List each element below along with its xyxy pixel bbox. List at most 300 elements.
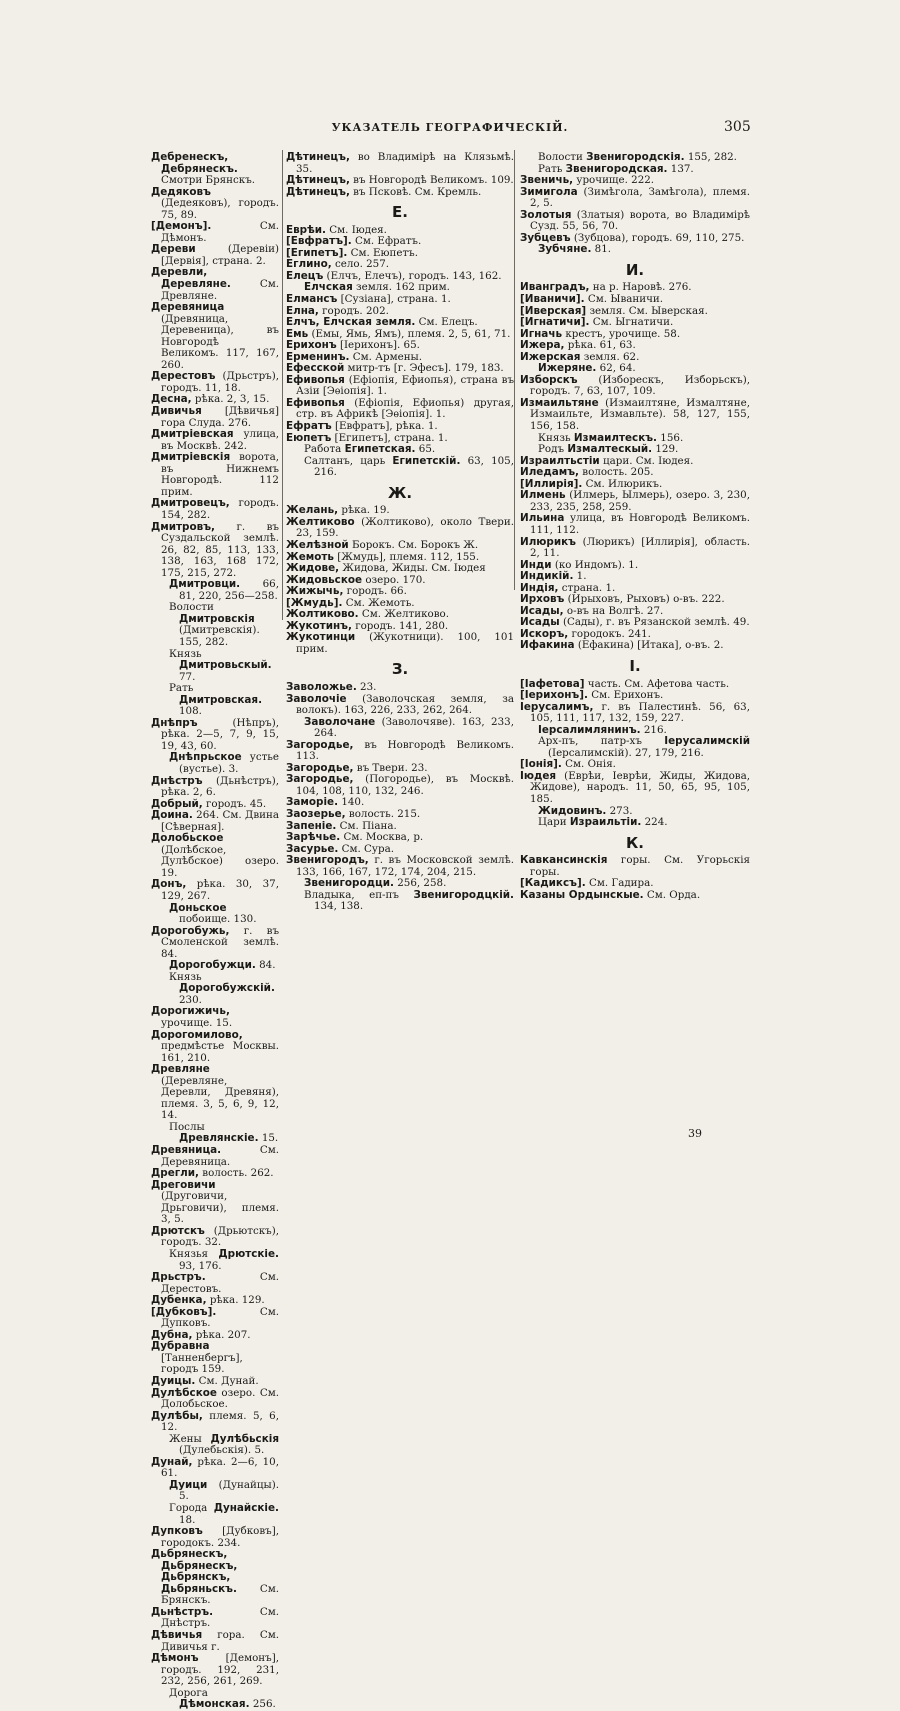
entry-text: цари. См. Іюдея. (602, 454, 694, 467)
entry-headword: Игначь (520, 327, 563, 340)
index-subentry (151, 752, 279, 775)
entry-headword: Индія, (520, 581, 559, 594)
entry-headword: Елмансъ (286, 293, 338, 306)
entry-text: 273. (609, 804, 633, 817)
entry-prefix: Волости (169, 601, 214, 614)
index-entry (286, 855, 514, 878)
entry-text: (Дьнѣстръ), рѣка. 2, 6. (161, 774, 279, 799)
entry-headword: [Иверская] (520, 304, 587, 317)
entry-prefix: Родъ (538, 443, 565, 456)
entry-headword: Ильина (520, 512, 565, 525)
entry-headword: Ижера, (520, 339, 565, 352)
entry-headword: Желань, (286, 504, 339, 517)
entry-headword: Дьнѣстръ. (151, 1605, 214, 1618)
entry-text: [Египетъ], страна. 1. (334, 431, 448, 444)
entry-text: 84. (259, 959, 276, 972)
entry-text: 230. (179, 993, 202, 1006)
entry-headword: Іюдея (520, 769, 557, 782)
entry-headword: Дрегли, (151, 1167, 200, 1180)
running-header: УКАЗАТЕЛЬ ГЕОГРАФИЧЕСКІЙ. (331, 121, 569, 134)
entry-text: См. Ыгнатичи. (592, 316, 674, 329)
index-entry (151, 1630, 279, 1653)
entry-headword: Ефратъ (286, 420, 332, 433)
index-entry (286, 294, 514, 306)
entry-headword: Дулѣбьскія (210, 1432, 279, 1445)
index-entry (151, 429, 279, 452)
entry-text: волость. 262. (202, 1167, 274, 1180)
entry-text: городъ. 202. (322, 304, 389, 317)
index-entry (151, 221, 279, 244)
entry-headword: Елчская (304, 281, 353, 294)
entry-headword: Ерихонъ (286, 339, 337, 352)
entry-headword: Израильтіи. (569, 816, 642, 829)
index-entry (151, 1653, 279, 1688)
entry-text: См. Жемоть. (345, 596, 415, 609)
entry-text: (Деревляне, Деревли, Древяня), племя. 3, 5, 6, 9, 12, 14. (161, 1074, 279, 1122)
entry-text: [Іерихонъ]. 65. (339, 339, 420, 352)
entry-prefix: Владыка, еп-пъ (304, 888, 399, 901)
index-entry (286, 740, 514, 763)
entry-text: [Жмудь], племя. 112, 155. (337, 550, 480, 563)
index-entry (151, 1607, 279, 1630)
entry-text: земля. 62. (583, 350, 640, 363)
entry-text: (Илмерь, Ылмерь), озеро. 3, 230, 233, 235, 258, 259. (530, 489, 750, 513)
entry-prefix: Князья (169, 1247, 209, 1260)
index-entry (151, 718, 279, 753)
entry-text: (Еврѣи, Іеврѣи, Жиды, Жидова, Жидове), народъ. 11, 50, 65, 95, 105, 185. (530, 769, 750, 805)
index-subentry (151, 579, 279, 602)
entry-headword: Дорогомилово, (151, 1028, 243, 1041)
entry-headword: Днѣстръ (151, 774, 203, 787)
entry-text: 65. (418, 443, 436, 456)
entry-headword: Жукотинъ, (286, 619, 352, 632)
entry-headword: [Іонія]. (520, 758, 562, 771)
entry-headword: Дерестовъ (151, 370, 216, 383)
entry-headword: Дмитріевскія (151, 451, 231, 464)
entry-prefix: Князь (169, 647, 202, 660)
entry-text: село. 257. (334, 258, 390, 271)
index-entry (151, 926, 279, 961)
index-subentry (151, 1480, 279, 1503)
entry-text: Борокъ. См. Борокъ Ж. (351, 538, 479, 551)
entry-headword: Искоръ, (520, 627, 569, 640)
index-entry (151, 152, 279, 187)
entry-prefix: Князь (169, 970, 202, 983)
entry-text: (Люрикъ) [Иллирія], область. 2, 11. (530, 535, 750, 560)
entry-text: рѣка. 2—6, 10, 61. (161, 1455, 279, 1480)
entry-headword: Дмитровъ, (151, 520, 215, 533)
entry-headword: Запеніе. (286, 819, 337, 832)
index-column-1 (151, 151, 279, 1711)
entry-headword: Дмитровская. (179, 693, 263, 706)
entry-text: озеро. 170. (365, 573, 426, 586)
entry-text: г. въ Смоленской землѣ. 84. (161, 924, 279, 960)
entry-text: (ко Индомъ). 1. (554, 558, 639, 571)
index-subentry (520, 817, 750, 829)
entry-prefix: Работа (304, 443, 342, 456)
entry-headword: Иванградъ, (520, 281, 590, 294)
index-entry (151, 452, 279, 498)
index-subentry (151, 972, 279, 1007)
index-entry (520, 398, 750, 433)
section-letter: З. (391, 660, 409, 679)
entry-text: (Жукотници). 100, 101 прим. (296, 631, 514, 655)
entry-headword: [Іафетова] (520, 677, 585, 690)
entry-headword: Звенигородскія. (586, 151, 685, 163)
entry-text: 77. (179, 670, 196, 683)
entry-text: рѣка. 19. (341, 504, 390, 517)
entry-text: [Дѣвичья] гора Слуда. 276. (161, 405, 279, 429)
entry-headword: Дѣтинецъ, (286, 174, 350, 187)
entry-text: побоище. 130. (179, 913, 257, 926)
entry-headword: Дрютскъ (151, 1224, 205, 1237)
index-entry (151, 1549, 279, 1607)
entry-headword: Звенигородская. (565, 162, 668, 175)
entry-text: См. Желтиково. (361, 608, 450, 621)
entry-headword: Дреговичи (151, 1178, 216, 1191)
entry-text: (Измаилтяне, Измалтяне, Измаильте, Измавльте). 58, 127, 155, 156, 158. (530, 396, 750, 433)
entry-text: (Жолтиково), около Твери. 23, 159. (296, 515, 514, 540)
entry-text: (Емы, Ямь, Ямъ), племя. 2, 5, 61, 71. (311, 327, 511, 340)
entry-text: рѣка. 61, 63. (567, 339, 636, 352)
entry-text: 224. (644, 816, 668, 829)
entry-text: См. Москва, р. (343, 831, 424, 844)
entry-headword: Десна, (151, 393, 192, 406)
entry-headword: [Евфратъ]. (286, 235, 352, 248)
index-subentry (151, 903, 279, 926)
entry-headword: Дубенка, (151, 1294, 207, 1307)
entry-headword: Желтиково (286, 515, 355, 528)
entry-headword: Еврѣи. (286, 223, 326, 236)
entry-headword: Ефесской (286, 362, 345, 375)
entry-headword: Дунай, (151, 1455, 193, 1468)
entry-text: См. Ефратъ. (355, 235, 422, 248)
entry-text: 93, 176. (179, 1259, 222, 1272)
entry-headword: Зарѣчье. (286, 831, 341, 844)
index-entry (151, 1064, 279, 1122)
entry-headword: Древяница. (151, 1144, 222, 1157)
entry-text: волость. 215. (348, 807, 421, 820)
entry-headword: Измалтескый. (567, 443, 653, 456)
section-letter: Е. (392, 203, 408, 222)
entry-text: См. Дерестовъ. (161, 1271, 279, 1295)
entry-text: (Зубцова), городъ. 69, 110, 275. (573, 231, 745, 244)
index-entry (520, 640, 750, 652)
entry-text: (Дмитревскія). 155, 282. (179, 624, 260, 648)
entry-text: улица, въ Новгородѣ Великомъ. 111, 112. (530, 512, 750, 536)
entry-text: (Заволочяве). 163, 233, 264. (314, 715, 514, 740)
entry-text: См. Онія. (565, 758, 616, 771)
entry-text: См. Брянскъ. (161, 1582, 279, 1607)
entry-headword: Дулѣбы, (151, 1409, 203, 1422)
entry-text: 62, 64. (599, 362, 636, 375)
index-entry (151, 833, 279, 879)
entry-headword: Донъ, (151, 878, 187, 891)
entry-text: [Демонъ], городъ. 192, 231, 232, 256, 261, 269. (161, 1652, 279, 1688)
index-entry (286, 632, 514, 655)
index-entry (151, 1411, 279, 1434)
entry-text: въ Псковѣ. См. Кремль. (353, 185, 482, 198)
index-entry (151, 244, 279, 267)
entry-headword: [Иллирія]. (520, 477, 583, 490)
entry-text: устье (вустье). 3. (179, 751, 279, 775)
entry-headword: Дѣвичья (151, 1629, 203, 1641)
entry-headword: Дмитріевская (151, 428, 234, 441)
entry-text: 15. (261, 1132, 279, 1145)
entry-headword: Дорогобужци. (169, 959, 256, 972)
index-entry (151, 267, 279, 302)
entry-text: (Дулебьскія). 5. (179, 1444, 265, 1457)
entry-text: (Іерсалимскій). 27, 179, 216. (548, 746, 704, 759)
entry-text: 264. См. Двина [Сѣверная]. (161, 809, 279, 833)
section-letter: К. (626, 833, 644, 852)
entry-headword: Жолтиково. (286, 608, 359, 621)
entry-headword: Ефивопья (286, 373, 345, 386)
entry-headword: Жидове, (286, 562, 340, 575)
entry-headword: Зубчяне. (538, 243, 592, 256)
entry-headword: [Жмудь]. (286, 596, 343, 609)
entry-text: (Долѣбское, Дулѣбское) озеро. 19. (161, 843, 279, 879)
entry-headword: Израилтьстіи (520, 454, 600, 467)
entry-headword: [Египетъ]. (286, 246, 348, 259)
entry-prefix: Арх-пъ, патр-хъ (538, 735, 642, 748)
entry-text: о-въ на Волгѣ. 27. (566, 604, 664, 617)
index-entry (151, 810, 279, 833)
index-entry (286, 152, 514, 175)
entry-text: Смотри Брянскъ. (161, 174, 256, 187)
entry-prefix: Волости (538, 151, 583, 163)
entry-headword: Жижычь, (286, 585, 344, 598)
entry-headword: Ижерская (520, 350, 581, 363)
index-entry (151, 406, 279, 429)
entry-headword: Дьбрянескъ, Дьбрянескъ, Дьбрянскъ, Дьбряньскъ. (151, 1548, 238, 1595)
index-entry (151, 1030, 279, 1065)
index-entry (520, 513, 750, 536)
entry-headword: Дмитровецъ, (151, 497, 230, 510)
column-rule-1 (282, 150, 283, 620)
entry-text: (Елчъ, Елечъ), городъ. 143, 162. (326, 269, 502, 282)
entry-headword: Дѣмонская. (179, 1698, 250, 1711)
entry-headword: Дулѣбское (151, 1386, 217, 1399)
index-subentry (151, 1434, 279, 1457)
entry-headword: Дѣтинецъ, (286, 151, 350, 163)
entry-headword: Дмитровци. (169, 578, 241, 591)
entry-text: 134, 138. (314, 900, 364, 913)
entry-headword: Измаильтяне (520, 396, 599, 409)
entry-headword: Исады (520, 616, 560, 629)
entry-text: [Сузіана], страна. 1. (340, 293, 451, 306)
entry-text: въ Твери. 23. (356, 761, 428, 774)
entry-headword: Заморіе. (286, 796, 339, 809)
entry-headword: Дѣтинецъ, (286, 185, 350, 198)
entry-headword: Египетскій. (392, 454, 461, 467)
entry-headword: Днѣпрьское (169, 751, 242, 764)
entry-headword: Еюпетъ (286, 431, 332, 444)
index-entry (286, 398, 514, 421)
entry-headword: Заволочане (304, 715, 376, 728)
index-subentry (151, 649, 279, 684)
entry-text: рѣка. 30, 37, 129, 267. (161, 878, 279, 902)
entry-headword: Исады, (520, 604, 564, 617)
entry-text: городокъ. 241. (571, 627, 651, 640)
index-entry (151, 1272, 279, 1295)
index-entry (286, 774, 514, 797)
entry-headword: Добрый, (151, 797, 203, 810)
entry-text: 81. (594, 243, 612, 256)
entry-headword: Звенигородъ, (286, 854, 369, 867)
entry-headword: Звеничь, (520, 174, 574, 187)
index-subentry (286, 717, 514, 740)
entry-text: городъ. 45. (206, 797, 267, 810)
entry-text: городъ. 154, 282. (161, 497, 279, 521)
entry-headword: [Демонъ]. (151, 220, 212, 233)
entry-headword: Дорогобужскій. (179, 982, 275, 995)
entry-headword: Золотыя (520, 208, 572, 221)
entry-text: (Ирыховъ, Рыховъ) о-въ. 222. (567, 593, 725, 606)
entry-text: 18. (179, 1513, 196, 1526)
index-subentry (286, 890, 514, 913)
entry-text: 256, 258. (397, 877, 447, 890)
entry-text: племя. 5, 6, 12. (161, 1409, 279, 1434)
entry-headword: Инди (520, 558, 552, 571)
entry-text: (Ефіопія, Ефиопья) другая, стр. въ Африкѣ [Эѳіопія]. 1. (296, 396, 514, 421)
entry-text: городъ. 141, 280. (355, 619, 449, 632)
entry-headword: Жемоть (286, 550, 334, 563)
entry-text: (Ефіопія, Ефиопья), страна въ Азіи [Эѳіопія]. 1. (296, 373, 514, 398)
entry-headword: Деревяница (151, 301, 225, 314)
entry-headword: Жидовинъ. (538, 804, 607, 817)
entry-text: (Изборескъ, Изборьскъ), городъ. 7, 63, 107, 109. (530, 373, 750, 398)
entry-headword: [Игнатичи]. (520, 316, 590, 329)
entry-headword: Ефивопья (286, 396, 345, 409)
entry-headword: Дмитровскія (179, 612, 255, 625)
entry-headword: Ижеряне. (538, 362, 597, 375)
index-entry (151, 522, 279, 580)
entry-headword: Илюрикъ (520, 535, 576, 548)
entry-headword: Ирховъ (520, 593, 565, 606)
entry-text: 140. (341, 796, 365, 809)
entry-headword: Казаны Ордынскые. (520, 888, 644, 901)
entry-headword: Зимигола (520, 185, 578, 198)
entry-headword: Желѣзной (286, 538, 349, 551)
entry-text: 23. (360, 680, 377, 693)
entry-text: митр-тъ [г. Эфесъ]. 179, 183. (347, 362, 504, 375)
entry-headword: Дѣмонъ (151, 1652, 199, 1665)
section-letter: Ж. (387, 483, 413, 502)
index-entry (151, 879, 279, 902)
entry-headword: Дубравна (151, 1340, 210, 1353)
entry-headword: Дубна, (151, 1328, 193, 1341)
entry-text: См. Древляне. (161, 278, 279, 302)
entry-text: (Нѣпръ), рѣка. 2—5, 7, 9, 15, 19, 43, 60. (161, 716, 279, 752)
entry-headword: Іерсалимлянинъ. (538, 723, 641, 736)
entry-prefix: Рать (538, 162, 563, 175)
index-entry (151, 302, 279, 371)
entry-text: (Заволочская земля, за волокъ). 163, 226, 233, 262, 264. (296, 692, 514, 717)
entry-text: городъ. 66. (346, 585, 407, 598)
entry-text: (Дедеяковъ), городъ. 75, 89. (161, 197, 279, 221)
entry-text: См. Дѣмонъ. (161, 220, 279, 244)
entry-text: См. Гадира. (588, 877, 654, 890)
index-entry (151, 1457, 279, 1480)
index-entry (151, 1388, 279, 1411)
entry-text: 256. (252, 1698, 276, 1711)
entry-text: гора. См. Дивичья г. (161, 1629, 279, 1653)
entry-text: См. Ерихонъ. (591, 689, 664, 702)
index-entry (286, 517, 514, 540)
index-entry (151, 498, 279, 521)
entry-headword: Дунайскіе. (213, 1501, 279, 1514)
entry-headword: Звенигородцкій. (413, 888, 514, 901)
index-entry (151, 1145, 279, 1168)
entry-text: 156. (660, 431, 684, 444)
entry-text: (Друговичи, Дрьговичи), племя. 3, 5. (161, 1190, 279, 1226)
entry-headword: Загородье, (286, 761, 354, 774)
entry-text: 216. (643, 723, 667, 736)
index-subentry (151, 683, 279, 718)
entry-text: 108. (179, 705, 202, 718)
section-letter: І. (629, 656, 641, 675)
entry-text: крестъ, урочище. 58. (565, 327, 681, 340)
entry-text: (Сады), г. въ Рязанской землѣ. 49. (562, 616, 750, 629)
index-entry (520, 771, 750, 806)
entry-headword: Древляне (151, 1063, 210, 1076)
entry-text: См. Днѣстръ. (161, 1605, 279, 1630)
entry-text: См. Орда. (646, 888, 701, 901)
entry-headword: Елецъ (286, 269, 324, 282)
entry-text: См. Дупковъ. (161, 1305, 279, 1330)
index-entry (151, 1006, 279, 1029)
index-entry (151, 776, 279, 799)
index-entry (520, 855, 750, 878)
entry-headword: Еглино, (286, 258, 332, 271)
entry-text: 1. (576, 570, 587, 583)
entry-headword: Дивичья (151, 405, 202, 418)
entry-prefix: Рать (169, 682, 194, 695)
entry-text: Жидова, Жиды. См. Іюдея (342, 562, 486, 575)
entry-text: См. Дунай. (198, 1374, 259, 1387)
index-entry (286, 187, 514, 199)
index-entry (151, 1341, 279, 1376)
printer-signature: 39 (688, 1127, 702, 1140)
entry-headword: Зубцевъ (520, 231, 571, 244)
column-rule-2 (514, 150, 515, 590)
entry-headword: Дедяковъ (151, 185, 211, 198)
entry-text: земля. См. Ыверская. (589, 304, 708, 317)
entry-text: (Златыя) ворота, во Владимірѣ Сузд. 55, 56, 70. (530, 208, 750, 233)
entry-text: См. Сура. (341, 842, 394, 855)
entry-text: (Ефакина) [Итака], о-въ. 2. (577, 639, 724, 652)
entry-headword: Дорогижичь, (151, 1005, 230, 1018)
index-entry (520, 490, 750, 513)
index-entry (151, 371, 279, 394)
entry-text: г. въ Палестинѣ. 56, 63, 105, 111, 117, 132, 159, 227. (530, 700, 750, 725)
entry-text: (Дрьютскъ), городъ. 32. (161, 1224, 279, 1249)
entry-text: г. въ Московской землѣ. 133, 166, 167, 172, 174, 204, 215. (296, 854, 514, 878)
entry-text: рѣка. 2, 3, 15. (194, 393, 270, 406)
entry-prefix: Цари (538, 816, 567, 829)
entry-headword: Жукотинци (286, 631, 356, 644)
entry-headword: Доина. (151, 809, 193, 822)
entry-headword: Деревли, Деревляне. (151, 266, 231, 291)
entry-text: (Зимѣгола, Замѣгола), племя. 2, 5. (530, 185, 750, 210)
entry-prefix: Салтанъ, царь (304, 454, 386, 467)
index-subentry (151, 602, 279, 648)
entry-headword: Иледамъ, (520, 466, 580, 479)
entry-headword: Іерусалимскій (664, 735, 750, 748)
entry-text: горы. См. Угорьскія горы. (530, 854, 750, 878)
entry-text: См. Еюпетъ. (350, 246, 418, 259)
